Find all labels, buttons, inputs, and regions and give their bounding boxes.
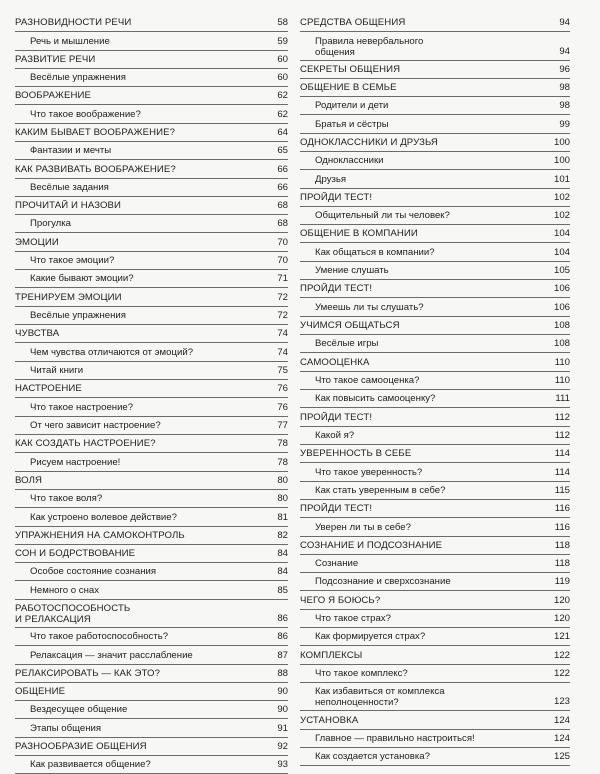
toc-page-number: 85 — [277, 584, 288, 596]
toc-page-number: 71 — [277, 273, 288, 285]
toc-subsection-entry — [15, 142, 288, 160]
toc-section-heading — [300, 14, 570, 32]
toc-entry-title: ПРОЙДИ ТЕСТ! — [300, 191, 373, 203]
toc-subsection-entry — [300, 555, 570, 573]
toc-entry-title: КАК СОЗДАТЬ НАСТРОЕНИЕ? — [15, 438, 156, 450]
toc-subsection-entry — [15, 69, 288, 87]
toc-page-number: 86 — [277, 631, 288, 643]
toc-section-heading — [15, 233, 288, 251]
toc-entry-title: Какой я? — [315, 429, 355, 441]
toc-entry-title: РЕЛАКСИРОВАТЬ — КАК ЭТО? — [15, 667, 161, 679]
toc-page-number: 125 — [553, 751, 570, 763]
toc-page-number: 105 — [553, 265, 570, 277]
toc-page-number: 108 — [553, 338, 570, 350]
toc-page-number: 114 — [554, 466, 570, 478]
toc-entry-title: Как развивается общение? — [30, 759, 151, 771]
toc-entry-title: КАКИМ БЫВАЕТ ВООБРАЖЕНИЕ? — [15, 126, 176, 138]
toc-page-number: 123 — [553, 696, 570, 708]
toc-entry-title: Особое состояние сознания — [30, 566, 157, 578]
toc-entry-title: Фантазии и мечты — [30, 145, 112, 157]
toc-entry-title: Уверен ли ты в себе? — [315, 521, 411, 533]
toc-entry-title: Подсознание и сверхсознание — [315, 576, 451, 588]
toc-section-heading — [300, 79, 570, 97]
toc-section-heading — [300, 591, 570, 609]
toc-subsection-entry — [300, 152, 570, 170]
toc-page-number: 77 — [277, 419, 288, 431]
toc-section-heading — [300, 445, 570, 463]
toc-entry-title: СОН И БОДРСТВОВАНИЕ — [15, 547, 136, 559]
toc-entry-title: Весёлые упражнения — [30, 310, 126, 322]
toc-subsection-entry — [15, 307, 288, 325]
toc-entry-title: Как повысить самооценку? — [315, 393, 436, 405]
toc-entry-title: Что такое настроение? — [30, 401, 134, 413]
toc-subsection-entry — [15, 646, 288, 664]
toc-page-number: 100 — [553, 155, 570, 167]
toc-page-number: 101 — [553, 173, 570, 185]
toc-page-number: 60 — [277, 72, 288, 84]
toc-subsection-entry — [15, 628, 288, 646]
toc-entry-title: Как общаться в компании? — [315, 246, 435, 258]
toc-entry-title: ОБЩЕНИЕ В КОМПАНИИ — [300, 228, 418, 240]
toc-subsection-entry — [300, 335, 570, 353]
toc-entry-title: САМООЦЕНКА — [300, 356, 370, 368]
toc-subsection-entry — [300, 170, 570, 188]
toc-subsection-entry — [300, 207, 570, 225]
toc-entry-title: Весёлые задания — [30, 181, 109, 193]
toc-page-number: 60 — [277, 53, 288, 65]
toc-entry-title: ЭМОЦИИ — [15, 236, 59, 248]
toc-entry-title: Правила невербального общения — [315, 35, 424, 58]
toc-entry-title: Весёлые упражнения — [30, 72, 126, 84]
toc-entry-title: Как стать уверенным в себе? — [315, 484, 446, 496]
toc-entry-title: Умеешь ли ты слушать? — [315, 301, 424, 313]
toc-entry-title: Что такое воля? — [30, 493, 103, 505]
toc-page-number: 59 — [277, 35, 288, 47]
toc-page-number: 116 — [554, 521, 570, 533]
toc-page-number: 90 — [277, 704, 288, 716]
toc-entry-title: Речь и мышление — [30, 35, 110, 47]
toc-page-number: 76 — [277, 383, 288, 395]
toc-subsection-entry — [300, 298, 570, 316]
toc-subsection-entry — [15, 215, 288, 233]
toc-section-heading — [300, 353, 570, 371]
toc-entry-title: Общительный ли ты человек? — [315, 210, 450, 222]
toc-page-number: 112 — [554, 411, 570, 423]
toc-page-number: 106 — [553, 283, 570, 295]
toc-entry-title: Одноклассники — [315, 155, 384, 167]
toc-page-number: 94 — [559, 45, 570, 57]
toc-entry-title: Главное — правильно настроиться! — [315, 732, 475, 744]
toc-page-number: 72 — [277, 291, 288, 303]
toc-page-number: 92 — [277, 740, 288, 752]
toc-page-number: 100 — [553, 136, 570, 148]
toc-page-number: 122 — [553, 668, 570, 680]
toc-page-number: 76 — [277, 401, 288, 413]
toc-subsection-entry — [300, 573, 570, 591]
toc-subsection-entry — [300, 390, 570, 408]
toc-page-number: 84 — [277, 566, 288, 578]
toc-entry-title: РАБОТОСПОСОБНОСТЬ И РЕЛАКСАЦИЯ — [15, 602, 131, 625]
toc-section-heading — [15, 160, 288, 178]
toc-entry-title: Какие бывают эмоции? — [30, 273, 134, 285]
toc-page-number: 62 — [277, 108, 288, 120]
toc-section-heading — [300, 134, 570, 152]
toc-entry-title: УЧИМСЯ ОБЩАТЬСЯ — [300, 320, 400, 332]
toc-section-heading — [300, 537, 570, 555]
toc-page-number: 119 — [554, 576, 570, 588]
toc-subsection-entry — [15, 179, 288, 197]
toc-page-number: 72 — [277, 310, 288, 322]
toc-subsection-entry — [300, 482, 570, 500]
toc-page-number: 106 — [553, 301, 570, 313]
toc-entry-title: УСТАНОВКА — [300, 714, 359, 726]
toc-left-column — [15, 14, 288, 774]
toc-section-heading — [300, 61, 570, 79]
toc-subsection-entry — [300, 665, 570, 683]
toc-section-heading — [15, 124, 288, 142]
toc-page-number: 99 — [559, 118, 570, 130]
toc-page-number: 70 — [277, 236, 288, 248]
toc-subsection-entry — [300, 97, 570, 115]
toc-section-heading — [15, 380, 288, 398]
toc-section-heading — [15, 288, 288, 306]
toc-entry-title: Что такое работоспособность? — [30, 631, 169, 643]
toc-page-number: 102 — [553, 210, 570, 222]
toc-subsection-entry — [15, 362, 288, 380]
toc-section-heading — [15, 87, 288, 105]
toc-entry-title: ОБЩЕНИЕ — [15, 686, 66, 697]
toc-subsection-entry — [300, 748, 570, 766]
toc-entry-title: ТРЕНИРУЕМ ЭМОЦИИ — [15, 291, 122, 303]
toc-page-number: 94 — [559, 17, 570, 29]
toc-entry-title: От чего зависит настроение? — [30, 419, 161, 431]
toc-page-number: 86 — [277, 612, 288, 624]
toc-entry-title: Рисуем настроение! — [30, 456, 121, 468]
toc-page-number: 78 — [277, 438, 288, 450]
toc-page-number: 96 — [559, 63, 570, 75]
toc-page-number: 66 — [277, 163, 288, 175]
toc-page-number: 120 — [553, 594, 570, 606]
toc-page-number: 115 — [554, 484, 570, 496]
toc-subsection-entry — [15, 490, 288, 508]
toc-page-number: 108 — [553, 320, 570, 332]
toc-entry-title: УПРАЖНЕНИЯ НА САМОКОНТРОЛЬ — [15, 529, 185, 541]
toc-subsection-entry — [15, 343, 288, 361]
toc-entry-title: НАСТРОЕНИЕ — [15, 383, 82, 395]
toc-entry-title: Что такое комплекс? — [315, 668, 408, 680]
toc-page-number: 98 — [559, 100, 570, 112]
toc-page-number: 88 — [277, 667, 288, 679]
toc-page-number: 74 — [277, 328, 288, 340]
toc-section-heading — [15, 738, 288, 756]
toc-section-heading — [300, 711, 570, 729]
toc-page-number: 58 — [277, 17, 288, 29]
toc-subsection-entry — [300, 427, 570, 445]
toc-page-number: 87 — [277, 649, 288, 661]
toc-entry-title: КОМПЛЕКСЫ — [300, 649, 363, 661]
toc-subsection-entry — [15, 701, 288, 719]
toc-entry-title: ВООБРАЖЕНИЕ — [15, 90, 92, 102]
toc-entry-title: СЕКРЕТЫ ОБЩЕНИЯ — [300, 63, 401, 75]
toc-page-number: 98 — [559, 81, 570, 93]
toc-entry-title: Чем чувства отличаются от эмоций? — [30, 346, 194, 358]
toc-entry-title: Что такое воображение? — [30, 108, 141, 120]
toc-page-number: 93 — [277, 759, 288, 771]
toc-entry-title: ПРОЧИТАЙ И НАЗОВИ — [15, 200, 122, 212]
toc-entry-title: Как устроено волевое действие? — [30, 511, 177, 523]
toc-subsection-entry — [15, 252, 288, 270]
toc-section-heading — [15, 665, 288, 683]
toc-section-heading — [300, 317, 570, 335]
toc-subsection-entry — [300, 683, 570, 711]
toc-page-number: 111 — [555, 393, 570, 405]
toc-subsection-entry — [15, 417, 288, 435]
toc-page-number: 122 — [553, 649, 570, 661]
toc-subsection-entry — [300, 518, 570, 536]
toc-subsection-entry — [300, 628, 570, 646]
toc-subsection-entry — [15, 453, 288, 471]
toc-subsection-entry — [300, 463, 570, 481]
toc-entry-title: ОДНОКЛАССНИКИ И ДРУЗЬЯ — [300, 136, 438, 148]
toc-page-number: 78 — [277, 456, 288, 468]
toc-right-column — [300, 14, 570, 766]
toc-page-number: 65 — [277, 145, 288, 157]
toc-page-number: 121 — [553, 631, 570, 643]
toc-subsection-entry — [300, 243, 570, 261]
toc-entry-title: Друзья — [315, 173, 347, 185]
toc-entry-title: Родители и дети — [315, 100, 389, 112]
toc-entry-title: Умение слушать — [315, 265, 389, 277]
toc-entry-title: Вездесущее общение — [30, 704, 128, 716]
toc-section-heading — [15, 683, 288, 701]
toc-section-heading — [300, 646, 570, 664]
toc-subsection-entry — [15, 756, 288, 774]
toc-entry-title: РАЗНОВИДНОСТИ РЕЧИ — [15, 17, 132, 29]
toc-entry-title: Что такое страх? — [315, 613, 391, 625]
toc-page-number: 90 — [277, 686, 288, 697]
toc-subsection-entry — [300, 32, 570, 60]
toc-section-heading — [300, 189, 570, 207]
toc-page-number: 104 — [553, 228, 570, 240]
toc-page-number: 116 — [554, 503, 570, 515]
toc-subsection-entry — [300, 610, 570, 628]
toc-entry-title: Как формируется страх? — [315, 631, 426, 643]
toc-subsection-entry — [300, 262, 570, 280]
toc-page-number: 82 — [277, 529, 288, 541]
toc-entry-title: РАЗВИТИЕ РЕЧИ — [15, 53, 96, 65]
toc-page-number: 112 — [554, 429, 570, 441]
toc-subsection-entry — [15, 581, 288, 599]
toc-page-number: 68 — [277, 218, 288, 230]
toc-entry-title: Читай книги — [30, 364, 84, 376]
toc-section-heading — [300, 225, 570, 243]
toc-section-heading — [15, 14, 288, 32]
toc-entry-title: Этапы общения — [30, 722, 102, 734]
toc-entry-title: СРЕДСТВА ОБЩЕНИЯ — [300, 17, 406, 29]
toc-entry-title: Братья и сёстры — [315, 118, 389, 130]
toc-page-number: 110 — [554, 374, 570, 386]
toc-entry-title: ЧЕГО Я БОЮСЬ? — [300, 594, 381, 606]
toc-page-number: 110 — [554, 356, 570, 368]
toc-page-number: 114 — [554, 448, 570, 460]
toc-section-heading — [15, 51, 288, 69]
toc-page-number: 75 — [277, 364, 288, 376]
toc-entry-title: ПРОЙДИ ТЕСТ! — [300, 283, 373, 295]
toc-entry-title: Сознание — [315, 558, 359, 570]
toc-section-heading — [300, 500, 570, 518]
toc-entry-title: ПРОЙДИ ТЕСТ! — [300, 411, 373, 423]
toc-page-number: 70 — [277, 255, 288, 267]
toc-section-heading — [15, 197, 288, 215]
toc-entry-title: ВОЛЯ — [15, 474, 43, 486]
toc-subsection-entry — [300, 372, 570, 390]
toc-entry-title: Немного о снах — [30, 584, 100, 596]
toc-subsection-entry — [15, 32, 288, 50]
toc-subsection-entry — [300, 730, 570, 748]
toc-entry-title: Как избавиться от комплекса неполноценности? — [315, 686, 445, 709]
toc-section-heading — [15, 600, 288, 628]
toc-subsection-entry — [15, 563, 288, 581]
toc-entry-title: Прогулка — [30, 218, 71, 230]
toc-subsection-entry — [15, 398, 288, 416]
toc-subsection-entry — [15, 105, 288, 123]
toc-page-number: 80 — [277, 474, 288, 486]
toc-page-number: 81 — [277, 511, 288, 523]
toc-page-number: 62 — [277, 90, 288, 102]
toc-section-heading — [15, 435, 288, 453]
toc-page-number: 66 — [277, 181, 288, 193]
toc-page-number: 118 — [554, 558, 570, 570]
toc-entry-title: РАЗНООБРАЗИЕ ОБЩЕНИЯ — [15, 740, 147, 752]
toc-subsection-entry — [300, 115, 570, 133]
toc-page-number: 124 — [553, 732, 570, 744]
toc-entry-title: Что такое уверенность? — [315, 466, 423, 478]
toc-page-number: 64 — [277, 126, 288, 138]
toc-section-heading — [300, 280, 570, 298]
toc-entry-title: Как создается установка? — [315, 751, 430, 763]
toc-page-number: 118 — [554, 539, 570, 551]
toc-subsection-entry — [15, 719, 288, 737]
toc-page-number: 91 — [277, 722, 288, 734]
toc-page-number: 80 — [277, 493, 288, 505]
toc-section-heading — [300, 408, 570, 426]
toc-page-number: 68 — [277, 200, 288, 212]
toc-entry-title: Релаксация — значит расслабление — [30, 649, 193, 661]
toc-page-number: 74 — [277, 346, 288, 358]
toc-subsection-entry — [15, 270, 288, 288]
toc-entry-title: ОБЩЕНИЕ В СЕМЬЕ — [300, 81, 397, 93]
toc-section-heading — [15, 472, 288, 490]
toc-entry-title: Что такое эмоции? — [30, 255, 115, 267]
toc-entry-title: Весёлые игры — [315, 338, 379, 350]
toc-page-number: 120 — [553, 613, 570, 625]
toc-section-heading — [15, 325, 288, 343]
toc-entry-title: ПРОЙДИ ТЕСТ! — [300, 503, 373, 515]
toc-page-number: 102 — [553, 191, 570, 203]
toc-page-number: 124 — [553, 714, 570, 726]
toc-page-number: 84 — [277, 547, 288, 559]
toc-entry-title: КАК РАЗВИВАТЬ ВООБРАЖЕНИЕ? — [15, 163, 176, 175]
toc-entry-title: ЧУВСТВА — [15, 328, 60, 340]
toc-entry-title: Что такое самооценка? — [315, 374, 420, 386]
toc-subsection-entry — [15, 508, 288, 526]
toc-page-number: 104 — [553, 246, 570, 258]
toc-entry-title: СОЗНАНИЕ И ПОДСОЗНАНИЕ — [300, 539, 443, 551]
toc-section-heading — [15, 545, 288, 563]
toc-section-heading — [15, 527, 288, 545]
toc-entry-title: УВЕРЕННОСТЬ В СЕБЕ — [300, 448, 412, 460]
